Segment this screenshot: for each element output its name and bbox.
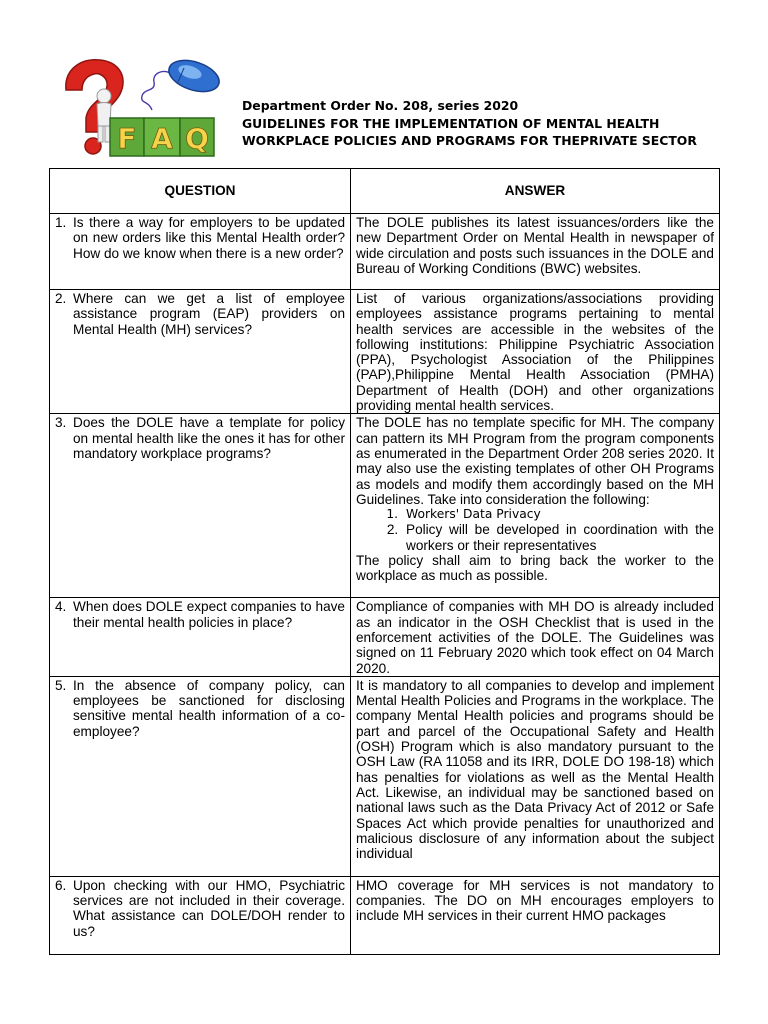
answer-text: It is mandatory to all companies to develop and implement Mental Health Policies and Programs in the workplace. The company Mental Health policies and programs should be part and parcel of the Occupational Safety and Health (OSH) Program which is also mandatory pursuant to the OSH Law (RA 11058 and its IRR, DOLE DO 198-18) which has penalties for violations as well as the Mental Health Act. Likewise, an individual may be sanctioned based on national laws such as the Data Privacy Act of 2012 or Safe Spaces Act which provide penalties for unauthorized and malicious disclosure of any information about the subject individual — [351, 676, 720, 876]
title-line-1: GUIDELINES FOR THE IMPLEMENTATION OF MENTAL HEALTH — [242, 115, 660, 131]
question-column-header: QUESTION — [50, 169, 351, 214]
table-row — [50, 676, 720, 876]
question-text: Does the DOLE have a template for policy on mental health like the ones it has for other mandatory workplace programs? — [73, 415, 345, 461]
table-row — [50, 290, 720, 414]
answer-text-after: The policy shall aim to bring back the worker to the workplace as much as possible. — [356, 553, 714, 584]
person-figure-icon — [97, 89, 111, 142]
answer-list — [356, 507, 714, 553]
order-number: Department Order No. 208, series 2020 — [242, 98, 519, 113]
table-header-row — [50, 169, 720, 214]
faq-letter-a: A — [151, 122, 173, 155]
question-text: In the absence of company policy, can employees be sanctioned for disclosing sensitive mental health information of a co-employee? — [73, 677, 345, 739]
answer-text: HMO coverage for MH services is not mandatory to companies. The DO on MH encourages employers to include MH services in their current HMO packages — [351, 876, 720, 954]
answer-text: The DOLE publishes its latest issuances/orders like the new Department Order on Mental Health in newspaper of wide circulation and posts such issuances in the DOLE and Bureau of Working Conditions (BWC) websites. — [351, 214, 720, 290]
question-number: 1. — [55, 215, 67, 230]
table-row — [50, 876, 720, 954]
answer-cell — [351, 414, 720, 598]
question-text: Where can we get a list of employee assistance program (EAP) providers on Mental Health (MH) services? — [73, 291, 345, 337]
question-number: 6. — [55, 877, 67, 893]
question-text: When does DOLE expect companies to have their mental health policies in place? — [73, 599, 345, 630]
answer-column-header: ANSWER — [351, 169, 720, 214]
question-number: 5. — [55, 677, 67, 693]
list-item: 2. Policy will be developed in coordination with the workers or their representatives — [402, 522, 714, 553]
faq-letter-f: F — [117, 122, 137, 155]
answer-text: List of various organizations/associations providing employees assistance programs pertaining to mental health services are accessible in the websites of the following institutions: Philippine Psychiatric Association (PPA), Psychologist Association of the Philippines (PAP),Philippine Mental Health Association (PMHA) Department of Health (DOH) and other organizations providing mental health services. — [351, 290, 720, 414]
title-line-2: WORKPLACE POLICIES AND PROGRAMS FOR THEPRIVATE SECTOR — [242, 133, 697, 148]
question-number: 3. — [55, 415, 67, 431]
faq-logo — [44, 52, 240, 164]
faq-blocks — [110, 118, 214, 156]
question-text: Is there a way for employers to be updated on new orders like this Mental Health order? How do we know when there is a new order? — [73, 215, 345, 261]
table-row — [50, 414, 720, 598]
faq-table — [49, 168, 720, 955]
table-row — [50, 598, 720, 676]
question-number: 4. — [55, 599, 67, 615]
computer-mouse-icon — [165, 55, 223, 98]
answer-text: The DOLE has no template specific for MH. The company can pattern its MH Program from the program components as enumerated in the Department Order 208 series 2020. It may also use the existing templates of other OH Programs as models and modify them accordingly based on the MH Guidelines. Take into consideration the following: — [356, 415, 714, 507]
table-row — [50, 214, 720, 290]
document-header — [242, 97, 742, 150]
answer-text: Compliance of companies with MH DO is already included as an indicator in the OSH Checklist that is used in the enforcement activities of the DOLE. The Guidelines was signed on 11 February 2020 which took effect on 04 March 2020. — [351, 598, 720, 676]
faq-letter-q: Q — [185, 122, 209, 155]
question-text: Upon checking with our HMO, Psychiatric services are not included in their coverage. What assistance can DOLE/DOH render to us? — [73, 877, 345, 939]
question-number: 2. — [55, 291, 67, 306]
list-item: 1. Workers' Data Privacy — [402, 507, 714, 522]
